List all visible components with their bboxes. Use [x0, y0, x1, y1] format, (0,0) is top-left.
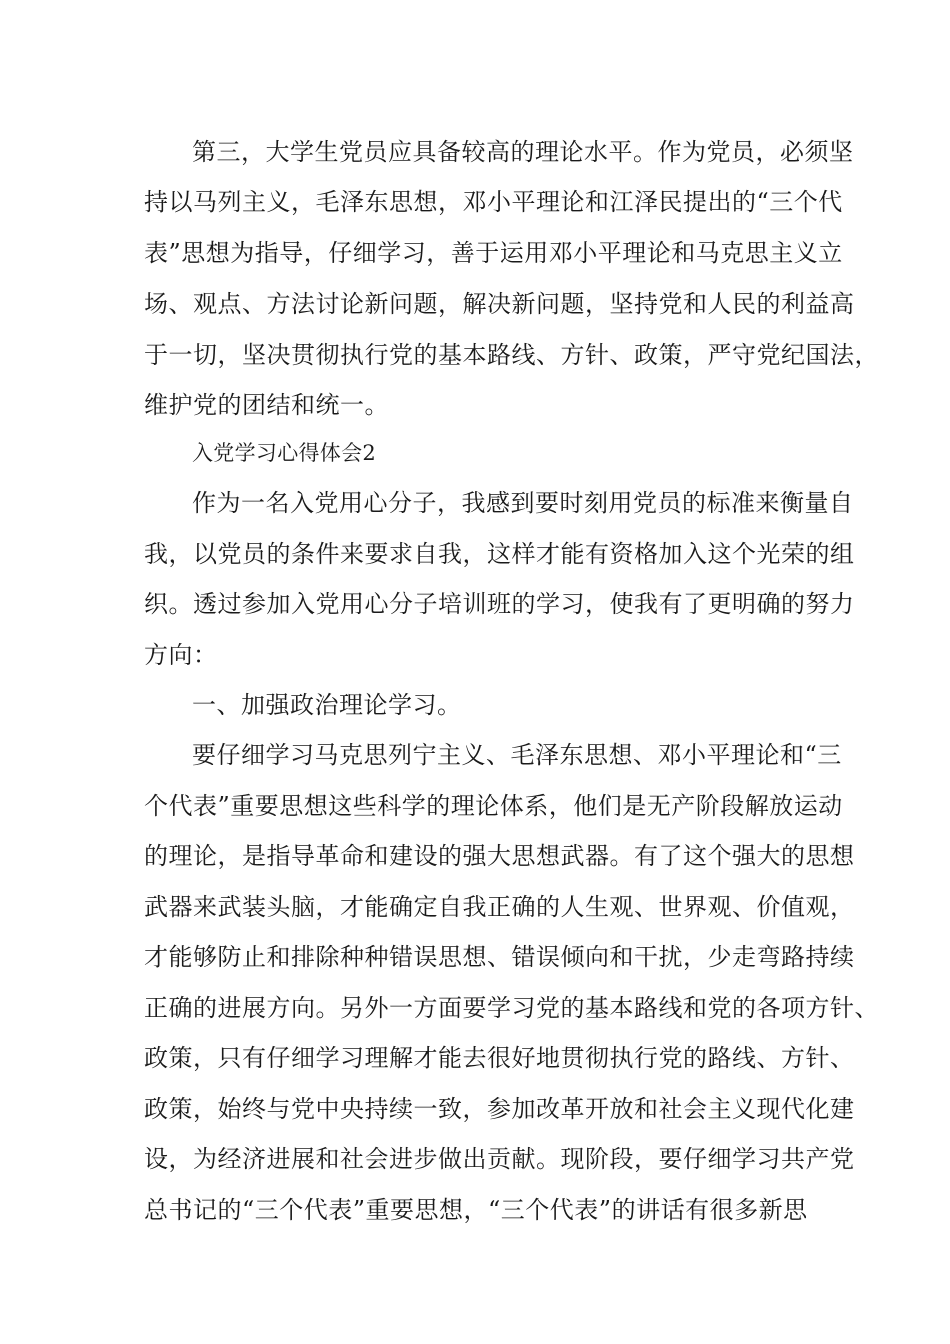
paragraph-line: 表”思想为指导，仔细学习，善于运用邓小平理论和马克思主义立 — [144, 239, 843, 267]
paragraph-line: 个代表”重要思想这些科学的理论体系，他们是无产阶段解放运动 — [144, 792, 843, 820]
paragraph-line: 维护党的团结和统一。 — [144, 391, 389, 419]
paragraph-line: 场、观点、方法讨论新问题，解决新问题，坚持党和人民的利益高 — [144, 290, 855, 318]
paragraph-line: 武器来武装头脑，才能确定自我正确的人生观、世界观、价值观， — [144, 893, 855, 921]
paragraph-line: 作为一名入党用心分子，我感到要时刻用党员的标准来衡量自 — [192, 489, 854, 517]
paragraph-line: 总书记的“三个代表”重要思想，“三个代表”的讲话有很多新思 — [144, 1196, 808, 1224]
paragraph-line: 方向： — [144, 641, 218, 669]
paragraph-line: 我，以党员的条件来要求自我，这样才能有资格加入这个光荣的组 — [144, 540, 855, 568]
paragraph-line: 的理论，是指导革命和建设的强大思想武器。有了这个强大的思想 — [144, 842, 855, 870]
paragraph-line: 正确的进展方向。另外一方面要学习党的基本路线和党的各项方针、 — [144, 994, 879, 1022]
paragraph-line: 政策，始终与党中央持续一致，参加改革开放和社会主义现代化建 — [144, 1095, 855, 1123]
section-heading: 入党学习心得体会2 — [192, 441, 377, 465]
paragraph-line: 要仔细学习马克思列宁主义、毛泽东思想、邓小平理论和“三 — [192, 741, 842, 769]
paragraph-line: 第三，大学生党员应具备较高的理论水平。作为党员，必须坚 — [192, 138, 854, 166]
paragraph-line: 政策，只有仔细学习理解才能去很好地贯彻执行党的路线、方针、 — [144, 1044, 855, 1072]
paragraph-line: 持以马列主义，毛泽东思想，邓小平理论和江泽民提出的“三个代 — [144, 188, 843, 216]
paragraph-line: 织。透过参加入党用心分子培训班的学习，使我有了更明确的努力 — [144, 590, 855, 618]
paragraph-line: 才能够防止和排除种种错误思想、错误倾向和干扰，少走弯路持续 — [144, 943, 855, 971]
paragraph-line: 设，为经济进展和社会进步做出贡献。现阶段，要仔细学习共产党 — [144, 1145, 855, 1173]
paragraph-line: 于一切，坚决贯彻执行党的基本路线、方针、政策，严守党纪国法， — [144, 341, 879, 369]
subsection-heading: 一、加强政治理论学习。 — [192, 691, 462, 719]
